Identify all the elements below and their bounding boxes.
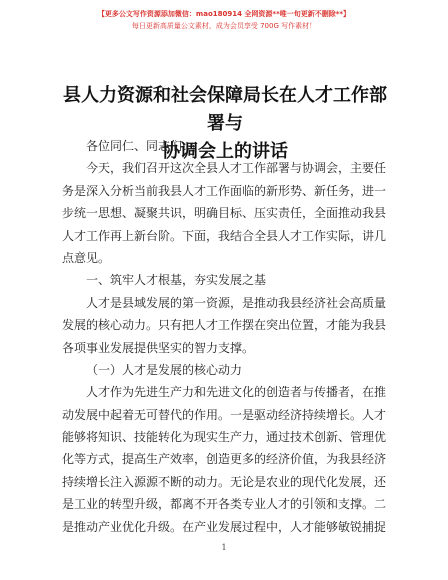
paragraph-line: 人才是县域发展的第一资源，是推动我县经济社会高质量 bbox=[86, 295, 387, 310]
paragraph-line: 人才工作再上新台阶。下面，我结合全县人才工作实际，讲几 bbox=[62, 228, 387, 243]
page-number: 1 bbox=[221, 543, 227, 552]
paragraph-line: 点意见。 bbox=[62, 250, 111, 265]
paragraph-line: 化等方式，提高生产效率，创造更多的经济价值，为我县经济 bbox=[62, 452, 387, 467]
header-promo-line: 【更多公文写作资源添加微信：mao180914 全网资源**唯一旬更新不删除**】 bbox=[97, 10, 351, 18]
paragraph-line: 步统一思想、凝聚共识，明确目标、压实责任，全面推动我县 bbox=[62, 206, 387, 221]
paragraph-line: 人才作为先进生产力和先进文化的创造者与传播者，在推 bbox=[86, 385, 387, 400]
paragraph-line: 是推动产业优化升级。在产业发展过程中，人才能够敏锐捕捉 bbox=[62, 519, 387, 534]
paragraph-line: 是工业的转型升级，都离不开各类专业人才的引领和支撑。二 bbox=[62, 497, 387, 512]
paragraph-line: 动发展中起着无可替代的作用。一是驱动经济持续增长。人才 bbox=[62, 407, 387, 422]
paragraph-line: 务是深入分析当前我县人才工作面临的新形势、新任务，进一 bbox=[62, 183, 387, 198]
paragraph-line: 发展的核心动力。只有把人才工作摆在突出位置，才能为我县 bbox=[62, 318, 387, 333]
title-line-1: 县人力资源和社会保障局长在人才工作部署与 bbox=[63, 85, 387, 134]
paragraph-line: 能够将知识、技能转化为现实生产力，通过技术创新、管理优 bbox=[62, 430, 387, 445]
paragraph-line: 今天，我们召开这次全县人才工作部署与协调会，主要任 bbox=[86, 161, 387, 176]
paragraph-line: 持续增长注入源源不断的动力。无论是农业的现代化发展，还 bbox=[62, 474, 387, 489]
paragraph-line: 各项事业发展提供坚实的智力支撑。 bbox=[62, 340, 255, 355]
header-banner bbox=[0, 8, 448, 32]
salutation: 各位同仁、同志们： bbox=[86, 139, 195, 153]
section-heading: 一、筑牢人才根基，夯实发展之基 bbox=[86, 273, 267, 288]
document-body bbox=[62, 135, 387, 538]
title-line-2: 协调会上的讲话 bbox=[162, 141, 288, 162]
header-subline: 每日更新高质量公文素材，成为会员享受 700G 写作素材！ bbox=[131, 22, 317, 30]
subsection-heading: （一）人才是发展的核心动力 bbox=[86, 362, 243, 377]
